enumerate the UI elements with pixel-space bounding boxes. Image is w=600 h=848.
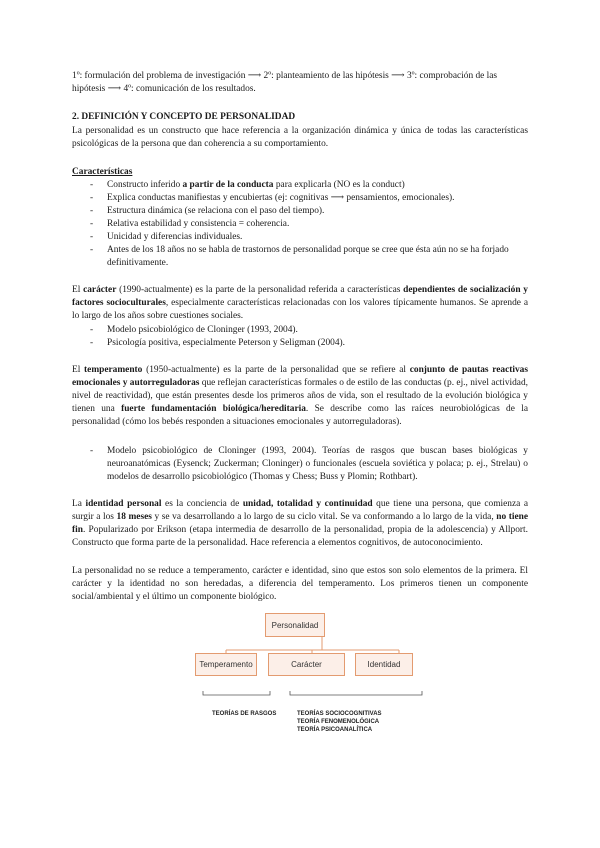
list-item: - Modelo psicobiológico de Cloninger (1993, 2004). <box>72 324 528 337</box>
characteristics-list <box>72 179 528 270</box>
identidad-paragraph: La identidad personal es la conciencia de unidad, totalidad y continuidad que tiene una persona, que comienza a surgir a los 18 meses y se va desarrollando a lo largo de su ciclo vital. Se va conformando a lo largo de la vida, no tiene fin. Popularizado por Erikson (etapa intermedia de desarrollo de la personalidad, propia de la adolescencia) y Allport. Constructo que forma parte de la personalidad. Hace referencia a elementos cognitivos, de autoconocimiento. <box>72 499 529 548</box>
caracter-paragraph: El carácter (1990-actualmente) es la parte de la personalidad referida a características dependientes de socialización y factores socioculturales, especialmente características relacionadas con los valores típicamente humanos. Se aprende a lo largo de los años sobre cuestiones sociales. <box>72 285 528 321</box>
bracket-right <box>290 691 422 695</box>
list-item: - Estructura dinámica (se relaciona con el paso del tiempo). <box>72 205 528 218</box>
node-identidad: Identidad <box>355 653 413 676</box>
characteristics-heading: Características <box>72 167 133 177</box>
temperamento-list <box>72 445 528 484</box>
label-trait-theories: TEORÍAS DE RASGOS <box>212 711 277 717</box>
label-phenomenological: TEORÍA FENOMENOLÓGICA <box>297 719 380 725</box>
list-item: - Explica conductas manifiestas y encubiertas (ej: cognitivas ⟶ pensamientos, emocionales). <box>72 192 528 205</box>
node-temperamento: Temperamento <box>195 653 257 676</box>
caracter-list <box>72 324 528 350</box>
list-item: - Psicología positiva, especialmente Peterson y Seligman (2004). <box>72 337 528 350</box>
list-item: - Relativa estabilidad y consistencia = coherencia. <box>72 218 528 231</box>
intro-line-1: 1º: formulación del problema de investigación ⟶ 2º: planteamiento de las hipótesis ⟶ 3º: comprobación de las <box>72 71 498 81</box>
section-heading: 2. DEFINICIÓN Y CONCEPTO DE PERSONALIDAD <box>72 112 296 122</box>
definition-paragraph: La personalidad es un constructo que hace referencia a la organización dinámica y única de todas las características psicológicas de la persona que dan coherencia a su comportamiento. <box>72 126 528 149</box>
closing-paragraph: La personalidad no se reduce a temperamento, carácter e identidad, sino que estos son solo elementos de la primera. El carácter y la identidad no son heredadas, a diferencia del temperamento. Los primeros tienen un componente social/ambiental y el último un componente biológico. <box>72 566 528 602</box>
intro-line-2: hipótesis ⟶ 4º: comunicación de los resultados. <box>72 84 256 94</box>
personality-diagram <box>150 603 450 743</box>
node-personalidad: Personalidad <box>265 613 325 637</box>
list-item: - Unicidad y diferencias individuales. <box>72 231 528 244</box>
list-item: - Modelo psicobiológico de Cloninger (1993, 2004). Teorías de rasgos que buscan bases biológicas y neuroanatómicas (Eysenck; Zuckerman; Cloninger) o funcionales (escuela soviética y polaca; p. ej., Strelau) o modelos de desarrollo psicobiológico (Thomas y Chess; Buss y Plomin; Rothbart). <box>72 445 528 484</box>
label-psychoanalytic: TEORÍA PSICOANALÍTICA <box>297 727 373 733</box>
list-item: - Constructo inferido a partir de la conducta para explicarla (NO es la conduct) <box>72 179 528 192</box>
bracket-left <box>203 691 270 695</box>
node-caracter: Carácter <box>268 653 345 676</box>
intro-paragraph <box>72 70 528 96</box>
label-sociocognitive: TEORÍAS SOCIOCOGNITIVAS <box>297 711 382 717</box>
list-item: - Antes de los 18 años no se habla de trastornos de personalidad porque se cree que ésta aún no se ha forjado definitivamente. <box>72 244 528 270</box>
temperamento-paragraph: El temperamento (1950-actualmente) es la parte de la personalidad que se refiere al conjunto de pautas reactivas emocionales y autorreguladoras que reflejan características formales o de estilo de las conductas (p. ej., nivel actividad, nivel de reactividad), que están presentes desde los primeros años de vida, son el resultado de la evolución biológica y tienen una fuerte fundamentación biológica/hereditaria. Se describe como las raíces neurobiológicas de la personalidad (cómo los bebés responden a situaciones emocionales y autorreguladoras). <box>72 365 529 427</box>
